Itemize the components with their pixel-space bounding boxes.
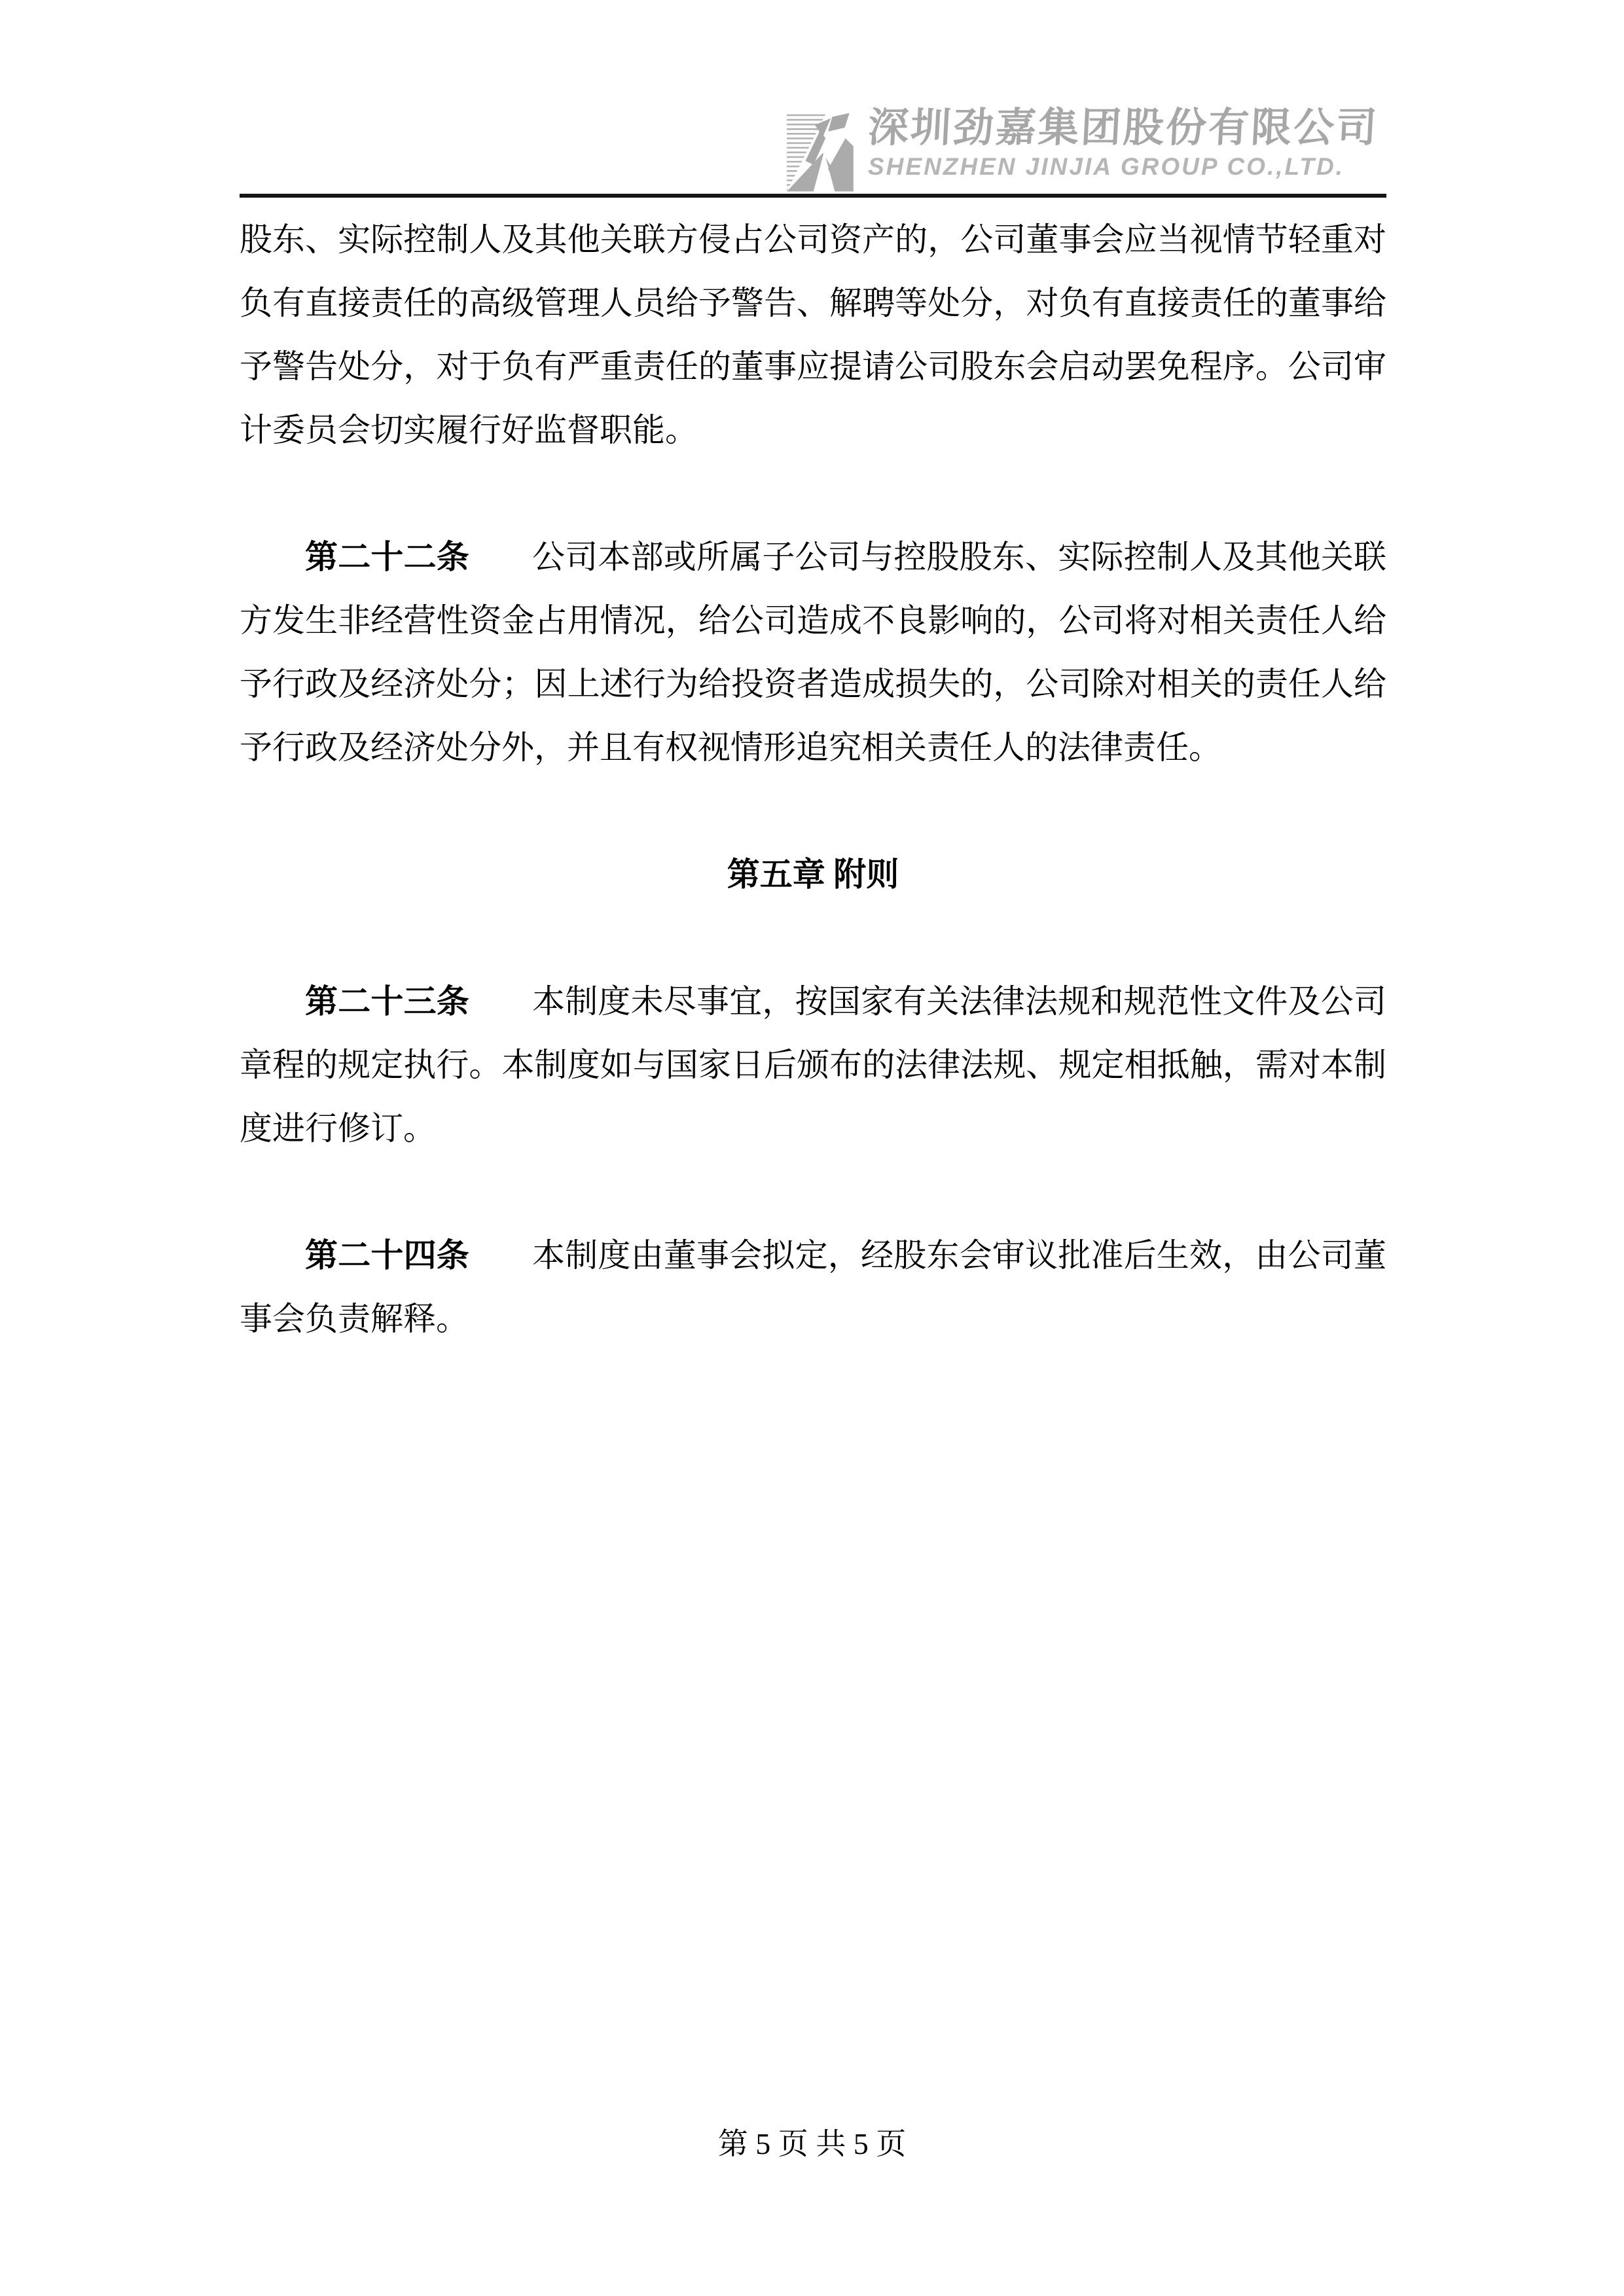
article-number-label: 第二十二条	[305, 539, 469, 575]
text-line: 予警告处分，对于负有严重责任的董事应提请公司股东会启动罢免程序。公司审	[240, 348, 1386, 385]
article-text: 本制度由董事会拟定，经股东会审议批准后生效，由公司董	[532, 1237, 1386, 1274]
company-names	[868, 105, 1379, 181]
paragraph-article-24	[240, 1224, 1386, 1351]
text-line: 事会负责解释。	[240, 1300, 469, 1337]
text-line	[240, 1224, 1386, 1287]
company-header	[783, 105, 1379, 195]
text-line	[240, 526, 1386, 589]
article-text: 本制度未尽事宜，按国家有关法律法规和规范性文件及公司	[532, 983, 1386, 1020]
jinjia-logo-icon	[783, 105, 863, 195]
paragraph-article-23	[240, 970, 1386, 1160]
article-number-label: 第二十三条	[305, 983, 469, 1020]
article-text: 公司本部或所属子公司与控股股东、实际控制人及其他关联	[532, 539, 1386, 575]
text-line: 方发生非经营性资金占用情况，给公司造成不良影响的，公司将对相关责任人给	[240, 602, 1386, 639]
text-line: 负有直接责任的高级管理人员给予警告、解聘等处分，对负有直接责任的董事给	[240, 285, 1386, 321]
paragraph-article-22	[240, 526, 1386, 780]
text-line	[240, 970, 1386, 1033]
document-body	[240, 208, 1386, 1414]
company-name-en: SHENZHEN JINJIA GROUP CO.,LTD.	[868, 153, 1344, 180]
text-line: 计委员会切实履行好监督职能。	[240, 412, 698, 448]
chapter-heading-text: 第五章 附则	[727, 856, 899, 893]
text-line: 予行政及经济处分；因上述行为给投资者造成损失的，公司除对相关的责任人给	[240, 666, 1386, 702]
company-name-zh: 深圳劲嘉集团股份有限公司	[867, 105, 1380, 151]
header-rule	[240, 194, 1386, 198]
chapter-heading	[240, 843, 1386, 906]
text-line: 股东、实际控制人及其他关联方侵占公司资产的，公司董事会应当视情节轻重对	[240, 221, 1386, 258]
text-line: 章程的规定执行。本制度如与国家日后颁布的法律法规、规定相抵触，需对本制	[240, 1047, 1386, 1083]
paragraph-continuation	[240, 208, 1386, 462]
page-number-footer: 第 5 页 共 5 页	[717, 2127, 907, 2161]
text-line: 予行政及经济处分外，并且有权视情形追究相关责任人的法律责任。	[240, 729, 1221, 766]
article-number-label: 第二十四条	[305, 1237, 469, 1274]
text-line: 度进行修订。	[240, 1110, 436, 1147]
